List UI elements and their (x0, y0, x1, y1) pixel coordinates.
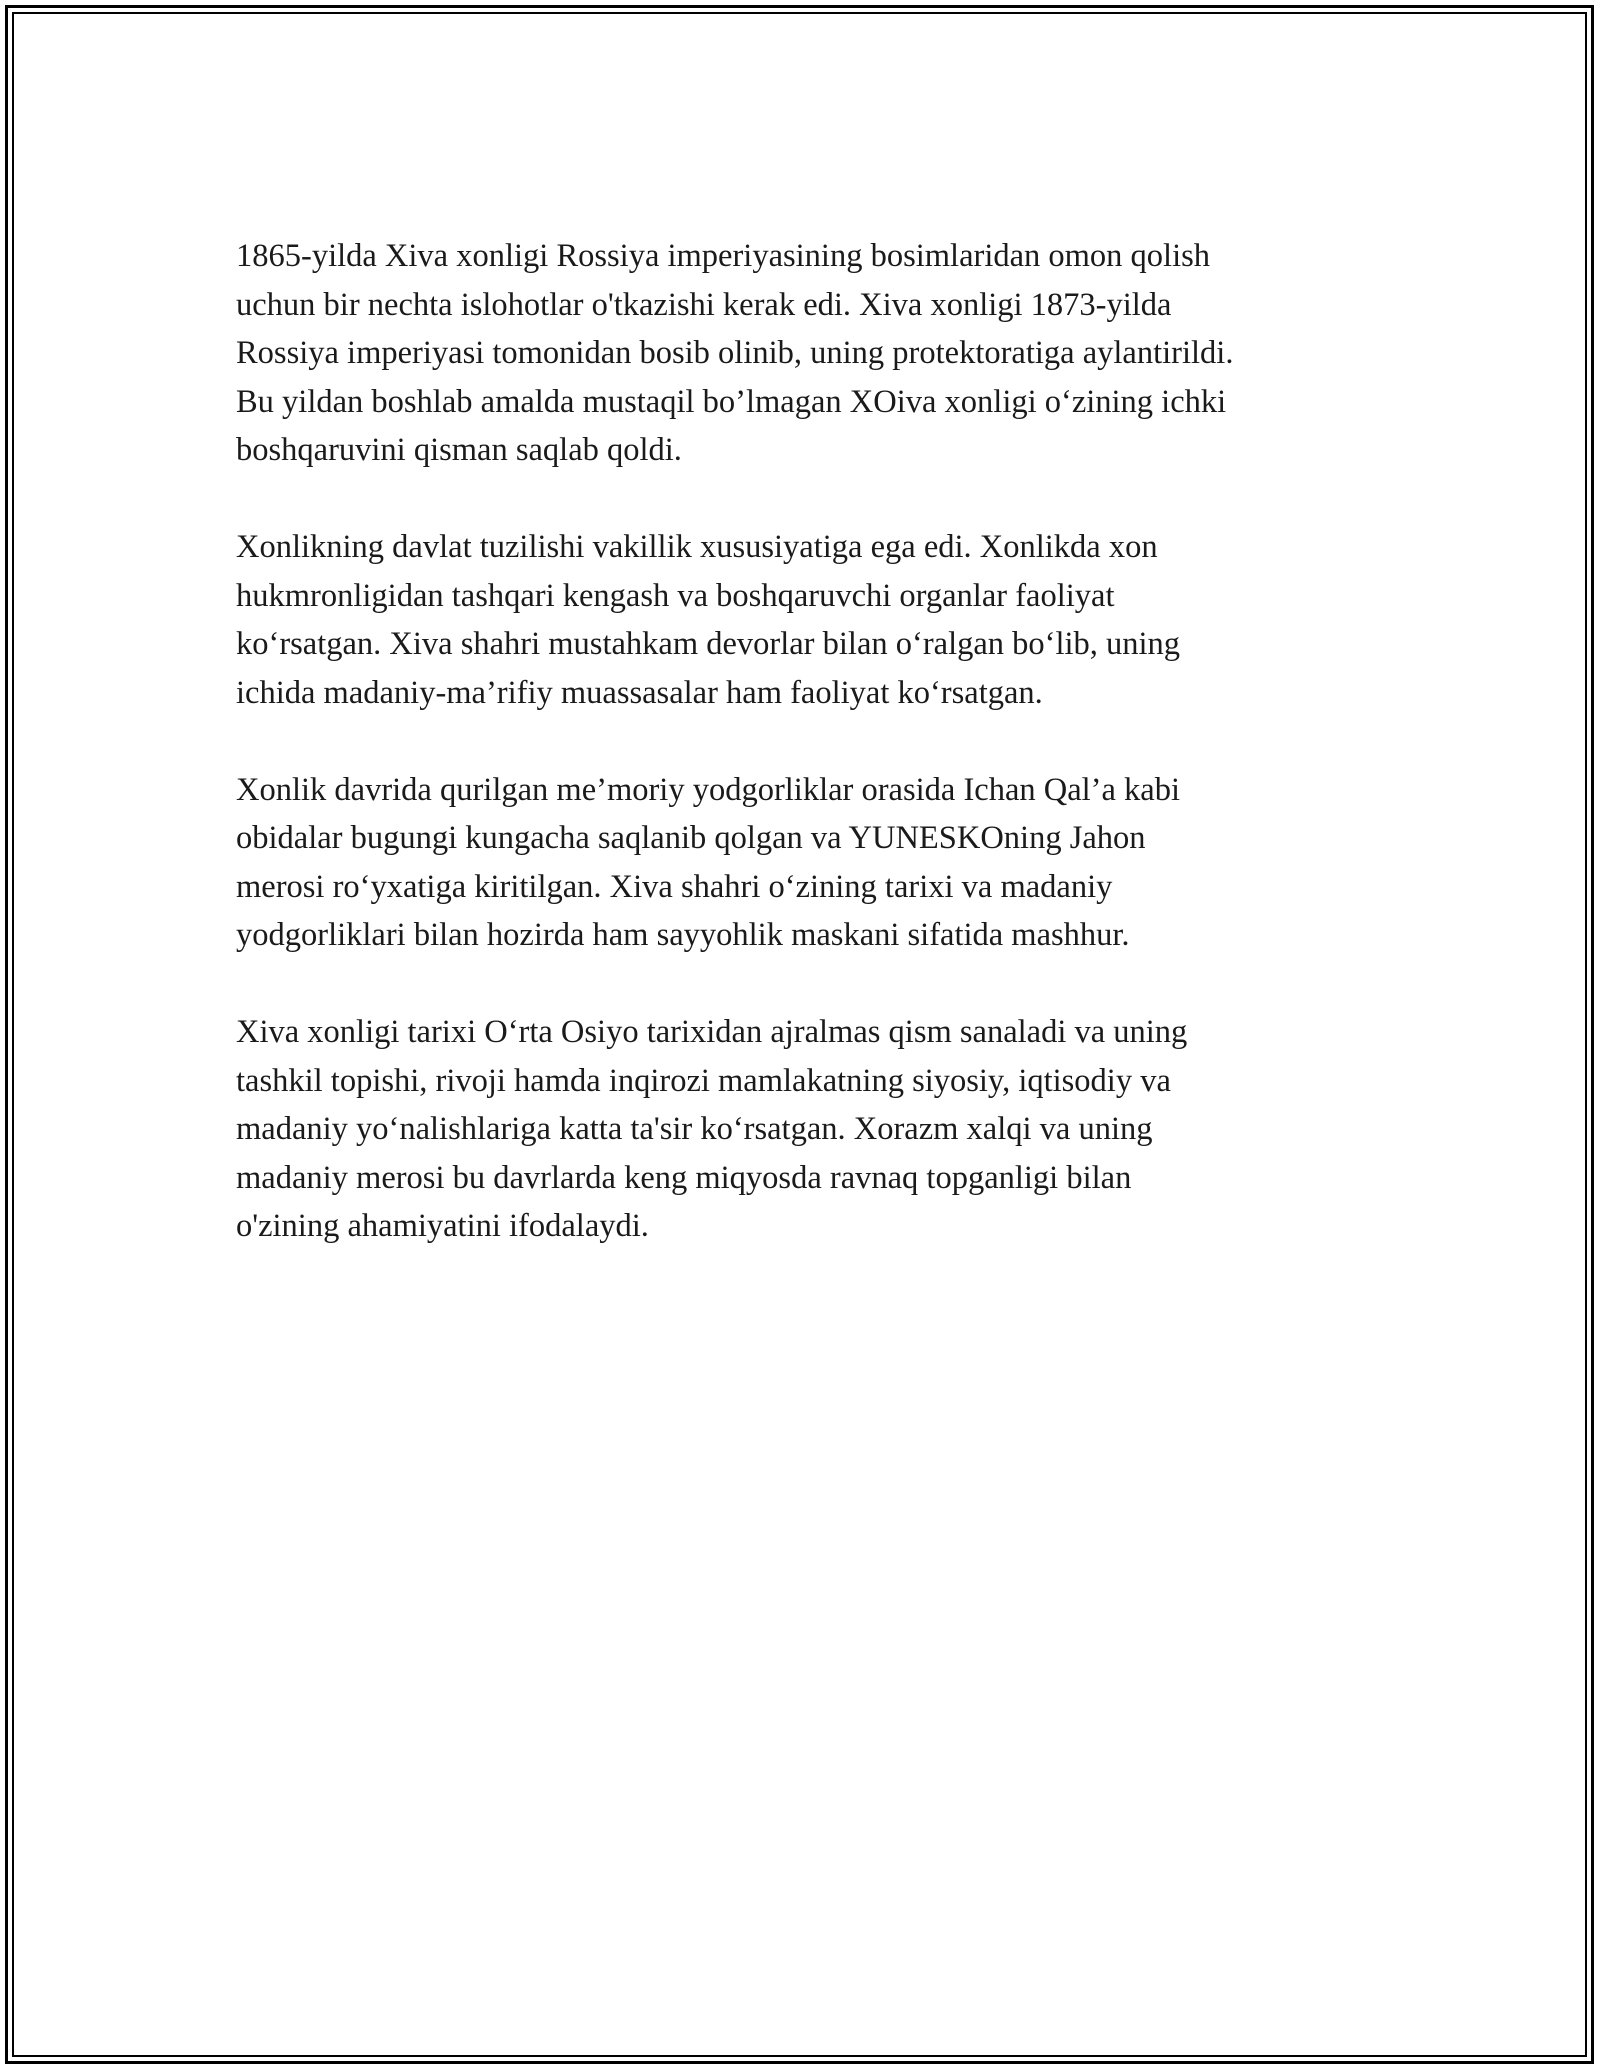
document-body (236, 232, 1366, 1299)
paragraph-4: Xiva xonligi tarixi O‘rta Osiyo tarixidan ajralmas qism sanaladi va uning tashkil topishi, rivoji hamda inqirozi mamlakatning siyosiy, iqtisodiy va madaniy yo‘nalishlariga katta ta'sir ko‘rsatgan. Xorazm xalqi va uning madaniy merosi bu davrlarda keng miqyosda ravnaq topganligi bilan o'zining ahamiyatini ifodalaydi. (236, 1014, 1188, 1244)
paragraph-1: 1865-yilda Xiva xonligi Rossiya imperiyasining bosimlaridan omon qolish uchun bir nechta islohotlar o'tkazishi kerak edi. Xiva xonligi 1873-yilda Rossiya imperiyasi tomonidan bosib olinib, uning protektoratiga aylantirildi. Bu yildan boshlab amalda mustaqil bo’lmagan XOiva xonligi o‘zining ichki boshqaruvini qisman saqlab qoldi. (236, 238, 1234, 468)
paragraph-2: Xonlikning davlat tuzilishi vakillik xususiyatiga ega edi. Xonlikda xon hukmronligidan tashqari kengash va boshqaruvchi organlar faoliyat ko‘rsatgan. Xiva shahri mustahkam devorlar bilan o‘ralgan bo‘lib, uning ichida madaniy-ma’rifiy muassasalar ham faoliyat ko‘rsatgan. (236, 529, 1181, 711)
paragraph-3: Xonlik davrida qurilgan me’moriy yodgorliklar orasida Ichan Qal’a kabi obidalar bugungi kungacha saqlanib qolgan va YUNESKOning Jahon merosi ro‘yxatiga kiritilgan. Xiva shahri o‘zining tarixi va madaniy yodgorliklari bilan hozirda ham sayyohlik maskani sifatida mashhur. (236, 771, 1181, 953)
